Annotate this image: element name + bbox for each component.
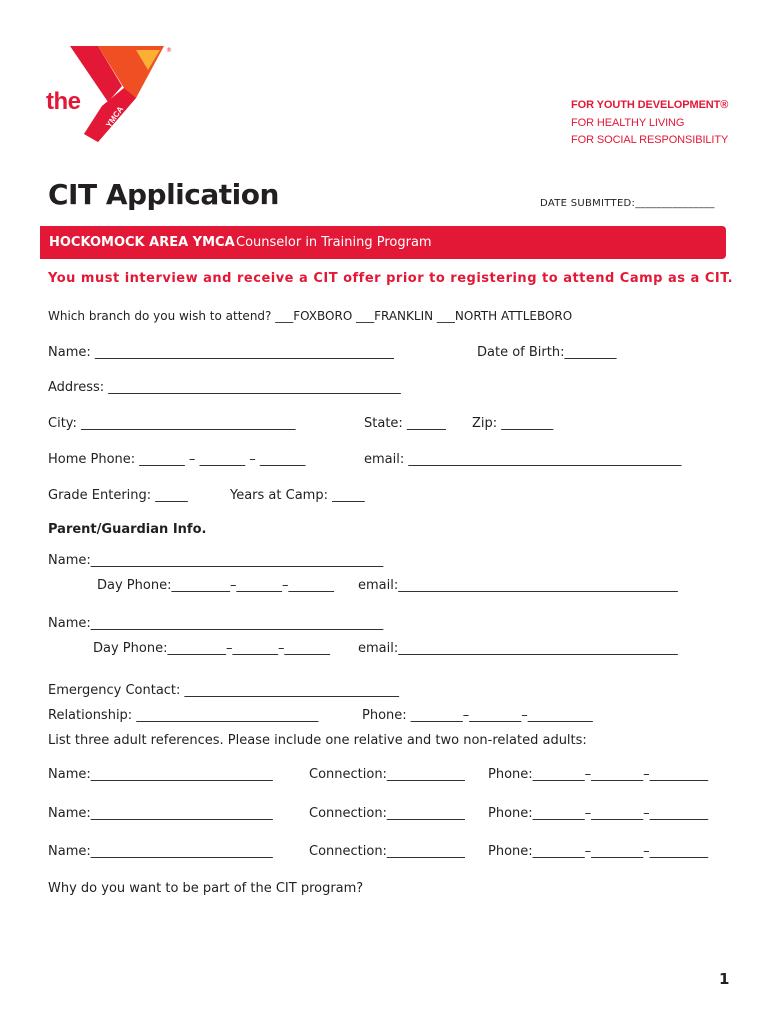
emergency-phone-field[interactable]: Phone: ________–________–__________ — [362, 708, 593, 723]
guardian-1-name-field[interactable]: Name:_____________________________________________ — [48, 553, 384, 568]
reference-2-phone-field[interactable]: Phone:________–________–_________ — [488, 806, 709, 821]
program-banner — [40, 226, 726, 259]
ymca-logo-text: YMCA — [104, 104, 126, 130]
reference-3-name-field[interactable]: Name:____________________________ — [48, 844, 273, 859]
reference-2-connection-field[interactable]: Connection:____________ — [309, 806, 465, 821]
references-instruction: List three adult references. Please include one relative and two non-related adults: — [48, 733, 587, 748]
guardian-2-email-field[interactable]: email:___________________________________________ — [358, 641, 678, 656]
relationship-field[interactable]: Relationship: ____________________________ — [48, 708, 319, 723]
home-phone-field[interactable]: Home Phone: _______ – _______ – _______ — [48, 452, 306, 467]
date-of-birth-field[interactable]: Date of Birth:________ — [477, 345, 617, 360]
reference-1-phone-field[interactable]: Phone:________–________–_________ — [488, 767, 709, 782]
tagline-line-3: FOR SOCIAL RESPONSIBILITY — [571, 134, 729, 146]
tagline-line-2: FOR HEALTHY LIVING — [571, 117, 685, 129]
address-field[interactable]: Address: _____________________________________________ — [48, 380, 401, 395]
registered-mark-icon: ® — [166, 47, 172, 54]
date-submitted-field[interactable]: DATE SUBMITTED:_______________ — [540, 198, 715, 209]
banner-org: HOCKOMOCK AREA YMCA — [49, 235, 235, 250]
guardian-2-name-field[interactable]: Name:_____________________________________________ — [48, 616, 384, 631]
emergency-contact-field[interactable]: Emergency Contact: _________________________________ — [48, 683, 400, 698]
city-field[interactable]: City: _________________________________ — [48, 416, 296, 431]
state-field[interactable]: State: ______ — [364, 416, 446, 431]
reference-3-phone-field[interactable]: Phone:________–________–_________ — [488, 844, 709, 859]
reference-1-connection-field[interactable]: Connection:____________ — [309, 767, 465, 782]
reference-3-connection-field[interactable]: Connection:____________ — [309, 844, 465, 859]
applicant-email-field[interactable]: email: __________________________________________ — [364, 452, 682, 467]
guardian-2-day-phone-field[interactable]: Day Phone:_________–_______–_______ — [93, 641, 330, 656]
why-cit-question: Why do you want to be part of the CIT program? — [48, 881, 364, 896]
ymca-logo — [40, 40, 180, 150]
applicant-name-field[interactable]: Name: ______________________________________________ — [48, 345, 394, 360]
years-at-camp-field[interactable]: Years at Camp: _____ — [230, 488, 365, 503]
page-title: CIT Application — [48, 178, 279, 211]
page-number: 1 — [719, 970, 730, 988]
branch-question[interactable]: Which branch do you wish to attend? ___FOXBORO ___FRANKLIN ___NORTH ATTLEBORO — [48, 309, 573, 323]
guardian-1-day-phone-field[interactable]: Day Phone:_________–_______–_______ — [97, 578, 334, 593]
banner-program: Counselor in Training Program — [236, 235, 432, 250]
guardian-1-email-field[interactable]: email:___________________________________________ — [358, 578, 678, 593]
tagline-line-1: FOR YOUTH DEVELOPMENT® — [571, 99, 729, 111]
grade-entering-field[interactable]: Grade Entering: _____ — [48, 488, 188, 503]
logo-the-text: the — [46, 88, 81, 115]
zip-field[interactable]: Zip: ________ — [472, 416, 554, 431]
guardian-heading: Parent/Guardian Info. — [48, 522, 207, 537]
interview-notice: You must interview and receive a CIT offer prior to registering to attend Camp as a CIT. — [48, 271, 734, 286]
reference-2-name-field[interactable]: Name:____________________________ — [48, 806, 273, 821]
reference-1-name-field[interactable]: Name:____________________________ — [48, 767, 273, 782]
